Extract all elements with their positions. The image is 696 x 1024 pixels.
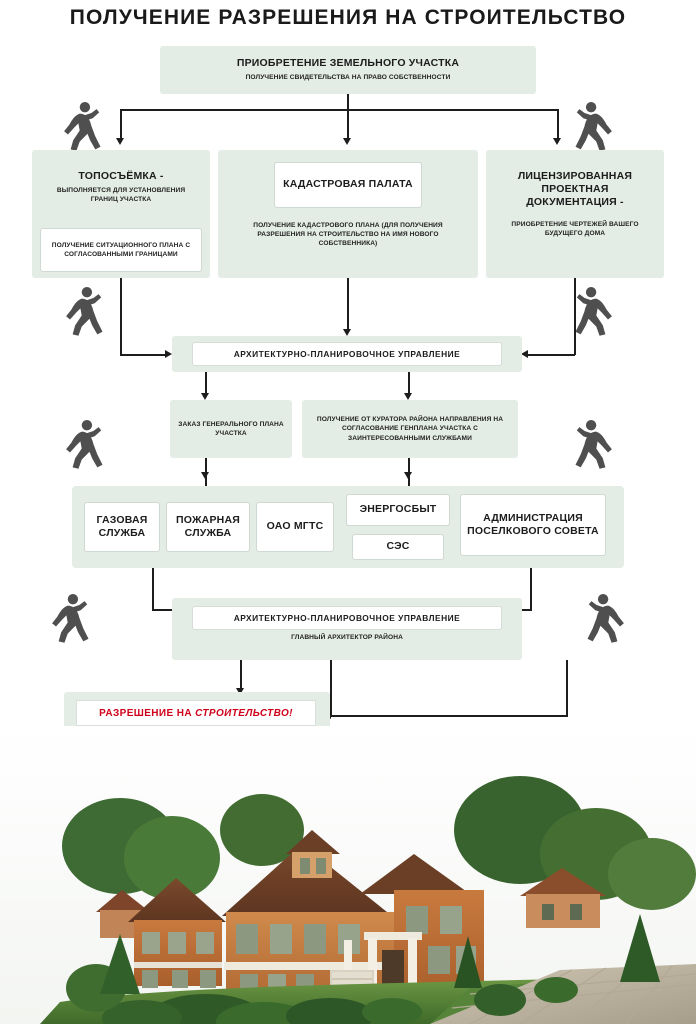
- service-gas: [84, 502, 160, 552]
- running-man-icon: [574, 100, 616, 152]
- permit-text: [99, 708, 293, 719]
- node-cadastre-title-card: [274, 162, 422, 208]
- node-cadastre-header: КАДАСТРОВАЯ ПАЛАТА: [283, 178, 413, 191]
- permit-card: [76, 700, 316, 726]
- node-apu1-header: АРХИТЕКТУРНО-ПЛАНИРОВОЧНОЕ УПРАВЛЕНИЕ: [233, 348, 461, 359]
- brick-house-photo: [0, 726, 696, 1024]
- running-man-icon: [586, 592, 628, 644]
- running-man-icon: [62, 418, 104, 470]
- node-land-sub: ПОЛУЧЕНИЕ СВИДЕТЕЛЬСТВА НА ПРАВО СОБСТВЕННОСТИ: [245, 74, 451, 82]
- service-gas-label: ГАЗОВАЯ СЛУЖБА: [96, 513, 148, 539]
- node-survey-result-text: ПОЛУЧЕНИЕ СИТУАЦИОННОГО ПЛАНА С СОГЛАСОВАННЫМИ ГРАНИЦАМИ: [51, 241, 191, 258]
- service-mgts: [256, 502, 334, 552]
- connector: [557, 109, 559, 139]
- service-mgts-label: ОАО МГТС: [266, 520, 324, 533]
- connector: [347, 94, 349, 110]
- node-project-sub: ПРИОБРЕТЕНИЕ ЧЕРТЕЖЕЙ ВАШЕГО БУДУЩЕГО ДОМА: [511, 221, 639, 238]
- running-man-icon: [574, 285, 616, 337]
- connector: [120, 354, 168, 356]
- arrow-down-icon: [553, 138, 561, 145]
- node-survey-sub: ВЫПОЛНЯЕТСЯ ДЛЯ УСТАНОВЛЕНИЯ ГРАНИЦ УЧАСТКА: [56, 187, 186, 204]
- connector: [205, 372, 207, 394]
- service-administration-label: АДМИНИСТРАЦИЯ ПОСЕЛКОВОГО СОВЕТА: [467, 511, 599, 537]
- page-title: ПОЛУЧЕНИЕ РАЗРЕШЕНИЯ НА СТРОИТЕЛЬСТВО: [69, 6, 627, 29]
- connector: [120, 278, 122, 355]
- node-apu2-sub: ГЛАВНЫЙ АРХИТЕКТОР РАЙОНА: [291, 634, 403, 641]
- running-man-icon: [574, 418, 616, 470]
- node-land-header: ПРИОБРЕТЕНИЕ ЗЕМЕЛЬНОГО УЧАСТКА: [236, 56, 460, 69]
- connector-bus: [120, 109, 558, 111]
- node-survey-result: [40, 228, 202, 272]
- node-curator-text: ПОЛУЧЕНИЕ ОТ КУРАТОРА РАЙОНА НАПРАВЛЕНИЯ НА СОГЛАСОВАНИЕ ГЕНПЛАНА УЧАСТКА С ЗАИНТЕРЕСОВАННЫМИ СЛУЖБАМИ: [316, 416, 504, 442]
- node-apu2-header: АРХИТЕКТУРНО-ПЛАНИРОВОЧНОЕ УПРАВЛЕНИЕ: [233, 612, 461, 623]
- node-project-documentation: [486, 150, 664, 278]
- arrow-down-icon: [343, 329, 351, 336]
- connector: [330, 715, 568, 717]
- permit-emphasis: СТРОИТЕЛЬСТВО!: [195, 707, 293, 719]
- arrow-right-icon: [165, 350, 172, 358]
- node-survey-header: ТОПОСЪЁМКА -: [78, 170, 164, 182]
- node-land-purchase: [160, 46, 536, 94]
- running-man-icon: [62, 285, 104, 337]
- permit-prefix: РАЗРЕШЕНИЕ НА: [99, 707, 196, 719]
- running-man-icon: [60, 100, 102, 152]
- running-man-icon: [48, 592, 90, 644]
- node-genplan-order: [170, 400, 292, 458]
- node-cadastre-sub: ПОЛУЧЕНИЕ КАДАСТРОВОГО ПЛАНА (ДЛЯ ПОЛУЧЕНИЯ РАЗРЕШЕНИЯ НА СТРОИТЕЛЬСТВО НА ИМЯ НОВОГО СОБСТВЕННИКА): [253, 222, 443, 247]
- arrow-down-icon: [404, 472, 412, 479]
- arrow-down-icon: [201, 472, 209, 479]
- node-architectural-planning-2: [172, 598, 522, 660]
- node-architectural-planning-1: [172, 336, 522, 372]
- connector: [574, 278, 576, 355]
- node-genplan-text: ЗАКАЗ ГЕНЕРАЛЬНОГО ПЛАНА УЧАСТКА: [178, 420, 284, 437]
- connector: [347, 109, 349, 139]
- connector: [347, 278, 349, 330]
- arrow-down-icon: [404, 393, 412, 400]
- arrow-down-icon: [201, 393, 209, 400]
- connector: [566, 660, 568, 716]
- service-fire-label: ПОЖАРНАЯ СЛУЖБА: [176, 513, 240, 539]
- connector: [330, 660, 332, 716]
- arrow-down-icon: [343, 138, 351, 145]
- service-ses: [352, 534, 444, 560]
- arrow-down-icon: [116, 138, 124, 145]
- connector: [530, 568, 532, 610]
- connector: [408, 372, 410, 394]
- service-administration: [460, 494, 606, 556]
- connector: [527, 354, 575, 356]
- service-energosbyt-label: ЭНЕРГОСБЫТ: [359, 503, 437, 516]
- service-fire: [166, 502, 250, 552]
- connector: [120, 109, 122, 139]
- connector: [152, 568, 154, 610]
- node-curator-direction: [302, 400, 518, 458]
- node-project-header: ЛИЦЕНЗИРОВАННАЯ ПРОЕКТНАЯ ДОКУМЕНТАЦИЯ -: [517, 170, 633, 209]
- service-energosbyt: [346, 494, 450, 526]
- arrow-left-icon: [521, 350, 528, 358]
- service-ses-label: СЭС: [386, 540, 410, 553]
